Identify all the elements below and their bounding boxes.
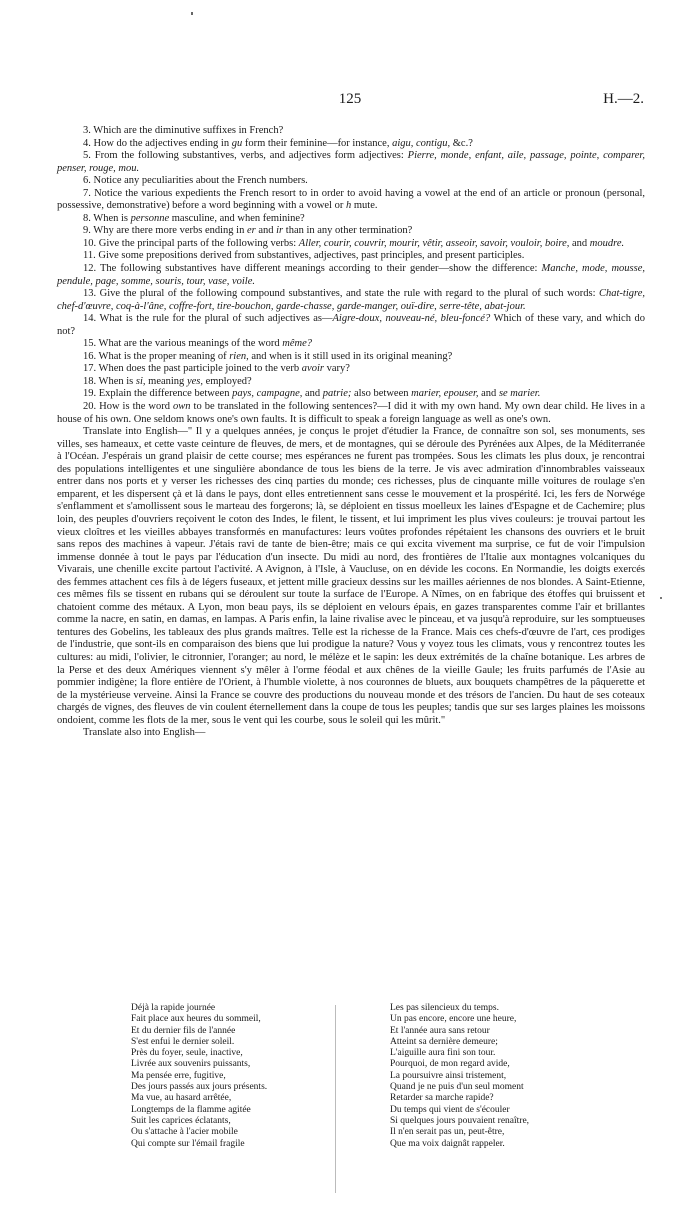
paragraph xyxy=(57,150,645,175)
text-run: meaning xyxy=(145,375,187,387)
poem-line: Fait place aux heures du sommeil, xyxy=(131,1014,261,1025)
poem-line: La poursuivre ainsi tristement, xyxy=(390,1070,507,1081)
italic-text: si, xyxy=(135,375,146,387)
text-run: form their feminine—for instance, xyxy=(242,137,393,149)
text-run: Which of these vary, and which do not? xyxy=(57,313,645,337)
print-speck xyxy=(191,12,193,15)
poem-line: Longtemps de la flamme agitée xyxy=(131,1104,251,1115)
text-run: &c.? xyxy=(450,137,473,149)
paragraph xyxy=(57,175,645,188)
text-run: mute. xyxy=(351,200,378,212)
poem-column-left xyxy=(131,1003,267,1150)
italic-text: patrie; xyxy=(322,388,352,400)
text-run: 10. Give the principal parts of the following verbs: xyxy=(83,237,299,249)
paragraph xyxy=(57,376,645,389)
poem-line: Atteint sa dernière demeure; xyxy=(390,1036,498,1047)
text-run: and when is it still used in its original meaning? xyxy=(248,350,453,362)
poem-column-right xyxy=(390,1003,529,1150)
paragraph xyxy=(57,727,645,740)
paragraph xyxy=(57,351,645,364)
poem-line: Des jours passés aux jours présents. xyxy=(131,1082,268,1093)
poem-line: Ma pensée erre, fugitive, xyxy=(131,1070,226,1081)
text-run: and xyxy=(255,225,277,237)
text-run: 12. The following substantives have different meanings according to their gender—show the difference: xyxy=(83,263,542,275)
italic-text: Chat-tigre, chef-d'œuvre, coq-à-l'âne, coffre-fort, tire-bouchon, garde-chasse, garde-manger, ouï-dire, serre-tête, abat-jour. xyxy=(57,288,645,312)
poem-line: Retarder sa marche rapide? xyxy=(390,1093,494,1104)
text-run: 11. Give some prepositions derived from substantives, adjectives, past principles, and present participles. xyxy=(83,250,525,262)
text-run: 7. Notice the various expedients the French resort to in order to avoid having a vowel at the end of an article or pronoun (personal, possessive, demonstrative) before a word beginning with a vowel or xyxy=(57,187,645,212)
paragraph xyxy=(57,388,645,401)
paragraph xyxy=(57,263,645,288)
text-run: and xyxy=(569,237,590,249)
text-run: 15. What are the various meanings of the word xyxy=(83,338,283,350)
paragraph xyxy=(57,138,645,151)
paragraph xyxy=(57,225,645,238)
text-run: Translate also into English— xyxy=(83,727,206,739)
italic-text: pays, campagne, xyxy=(232,388,303,400)
poem-line: L'aiguille aura fini son tour. xyxy=(390,1048,496,1059)
paragraph xyxy=(57,313,645,338)
text-run: and xyxy=(302,388,323,400)
poem-line: Pourquoi, de mon regard avide, xyxy=(390,1059,510,1070)
poem-line: Que ma voix daignât rappeler. xyxy=(390,1138,505,1149)
paragraph xyxy=(57,213,645,226)
poem-line: S'est enfui le dernier soleil. xyxy=(131,1036,235,1047)
italic-text: own xyxy=(173,401,191,413)
italic-text: Aigre-doux, nouveau-né, bleu-foncé? xyxy=(332,313,491,325)
paragraph xyxy=(57,238,645,251)
text-run: 13. Give the plural of the following compound substantives, and state the rule with regard to the plural of such words: xyxy=(83,288,600,300)
poem-line: Les pas silencieux du temps. xyxy=(390,1003,499,1013)
text-run: and xyxy=(478,388,499,400)
poem-line: Du temps qui vient de s'écouler xyxy=(390,1104,510,1115)
paragraph xyxy=(57,288,645,313)
italic-text: h xyxy=(345,200,352,212)
italic-text: marier, epouser, xyxy=(411,388,479,400)
italic-text: Manche, mode, mousse, pendule, page, somme, souris, tour, vase, voile. xyxy=(57,263,645,287)
italic-text: aigu, contigu, xyxy=(392,137,451,149)
text-run: than in any other termination? xyxy=(283,225,413,237)
poem-line: Et l'année aura sans retour xyxy=(390,1025,490,1036)
text-run: 4. How do the adjectives ending in xyxy=(83,137,232,149)
page-number: 125 xyxy=(338,91,362,107)
poem-line: Qui compte sur l'émail fragile xyxy=(131,1138,245,1149)
text-run: masculine, and when feminine? xyxy=(169,212,305,224)
text-run: 9. Why are there more verbs ending in xyxy=(83,225,247,237)
italic-text: Pierre, monde, enfant, aile, passage, pointe, comparer, penser, rouge, mou. xyxy=(57,150,645,174)
text-run: 19. Explain the difference between xyxy=(83,388,233,400)
text-run: 5. From the following substantives, verbs, and adjectives form adjectives: xyxy=(83,150,408,162)
poem-line: Si quelques jours pouvaient renaître, xyxy=(390,1115,530,1126)
italic-text: rien, xyxy=(229,350,249,362)
poem-line: Un pas encore, encore une heure, xyxy=(390,1014,517,1025)
italic-text: gu xyxy=(231,137,243,149)
paragraph xyxy=(57,363,645,376)
poem-line: Suit les caprices éclatants, xyxy=(131,1115,231,1126)
paragraph xyxy=(57,401,645,426)
italic-text: yes, xyxy=(186,375,203,387)
poem-line: Et du dernier fils de l'année xyxy=(131,1025,236,1036)
text-run: Translate into English—" Il y a quelques années, je conçus le projet d'étudier la France, de connaître son sol, ses monuments, ses villes, ses hameaux, et cette vaste ceinture de fleuves, de mers, et de montagnes, qui se déroule des Pyrénées aux Alpes, de la Méditerranée à l'Océan. J'espérais un grand plaisir de cette course; mes espérances ne furent pas trompées. Sous les climats les plus doux, je rencontrai des populations intelligentes et une singulière abondance de tous les biens de la terre. Je vis avec admiration d'innombrables vaisseaux entrer dans nos ports et y verser les richesses des cinq parties du monde; ces richesses, plus de cinquante mille voitures de roulage s'en emparent, et les dispersent çà et là dans le pays, dont elles entretiennent sans cesse le mouvement et la prospérité. Ici, les fers de Norwége s'enflamment et s'amollissent sous le marteau des forgerons; là, se déploient en tissus moelleux les laines d'Espagne et de Cachemire; plus loin, des peuples d'ouvriers reçoivent le coton des Indes, le filent, le tissent, et lui impriment les plus vives couleurs: je trouvai partout les vieux cloîtres et les vieilles abbayes transformés en manufactures: leurs voûtes profondes répétaient les chansons des ouvriers et le bruit sans repos des machines à vapeur. J'étais ravi de tante de bien-être; mais ce qui excita vivement ma surprise, ce fut de voir l'impulsion immense donnée à tout le pays par l'éducation d'un insecte. Du midi au nord, des frontières de l'Italie aux montagnes volcaniques du Vivarais, une chenille excite partout l'activité. A Avignon, à l'Isle, à Vaucluse, on en dévide les cocons. En Normandie, les doigts exercés des femmes attachent ces fils à de légers fuseaux, et jettent mille gracieux dessins sur les mailles aériennes de nos blondes. A Saint-Etienne, ces mêmes fils se tissent en rubans qui se déroulent sur toute la surface de l'Europe. A Nîmes, on en fabrique des étoffes qui bruissent et chatoient comme des métaux. A Lyon, mon beau pays, ils se déploient en velours épais, en gazes transparentes comme l'air et brillantes comme la nacre, en satin, en damas, en lampas. A Paris enfin, la laine rivalise avec le pinceau, et va jusqu'à reproduire, sur les somptueuses tentures des Gobelins, les tableaux des plus grands maîtres. Telle est la richesse de la France. Mais ces chefs-d'œuvre de l'art, ces prodiges de l'industrie, que sont-ils en comparaison des biens que lui prodigue la nature? Vous y voyez tous les climats, vous y rencontrez toutes les cultures: au midi, l'olivier, le citronnier, l'oranger; au nord, le mélèze et le sapin: les deux extrémités de la chaîne botanique. Les arbres de la Perse et des deux Amériques viennent s'y mêler à l'orme féodal et aux chênes de la vieille Gaule; les fruits parfumés de l'Asie au pommier indigène; la flore entière de l'Orient, à l'humble violette, à nos couronnes de bluets, aux bouquets champêtres de la pâquerette et de la mystérieuse verveine. Ainsi la France se couvre des productions du nouveau monde et des trésors de l'ancien. Du haut de ses coteaux chargés de vignes, des fleuves de vin coulent éternellement dans la coupe de tous les peuples; tandis que sur ses larges plaines les moissons ondoient, comme les flots de la mer, sous le vent qui les courbe, sous le soleil qui les mûrit." xyxy=(57,426,645,726)
paragraph xyxy=(57,426,645,727)
poem-line: Quand je ne puis d'un seul moment xyxy=(390,1082,524,1093)
text-run: 3. Which are the diminutive suffixes in French? xyxy=(83,125,284,136)
text-run: 20. How is the word xyxy=(83,401,173,413)
document-code: H.—2. xyxy=(603,91,644,107)
poem-line: Livrée aux souvenirs puissants, xyxy=(131,1059,251,1070)
italic-text: ir xyxy=(276,225,284,237)
text-run: 6. Notice any peculiarities about the French numbers. xyxy=(83,175,308,187)
text-run: 18. When is xyxy=(83,375,136,387)
poem-line: Ou s'attache à l'acier mobile xyxy=(131,1127,238,1138)
poem-line: Près du foyer, seule, inactive, xyxy=(131,1048,243,1059)
italic-text: avoir xyxy=(301,363,324,375)
paragraph xyxy=(57,125,645,138)
text-run: 17. When does the past participle joined to the verb xyxy=(83,363,302,375)
poem-line: Déjà la rapide journée xyxy=(131,1003,216,1013)
text-run: 14. What is the rule for the plural of such adjectives as— xyxy=(83,313,333,325)
italic-text: même? xyxy=(282,338,312,350)
italic-text: personne xyxy=(130,212,170,224)
italic-text: Aller, courir, couvrir, mourir, vêtir, asseoir, savoir, vouloir, boire, xyxy=(298,237,570,249)
text-run: employed? xyxy=(202,375,252,387)
text-run: also between xyxy=(351,388,412,400)
text-run: vary? xyxy=(323,363,350,375)
italic-text: se marier. xyxy=(498,388,541,400)
text-run: 8. When is xyxy=(83,212,131,224)
paragraph xyxy=(57,188,645,213)
poem-divider xyxy=(335,1005,336,1193)
poem-line: Ma vue, au hasard arrêtée, xyxy=(131,1093,232,1104)
text-run: to be translated in the following sentences?—I did it with my own hand. My own dear child. He lives in a house of his own. One seldom knows one's own faults. It is difficult to speak a foreign language as well as one's own. xyxy=(57,401,645,425)
print-speck xyxy=(660,597,662,599)
paragraph xyxy=(57,250,645,263)
italic-text: moudre. xyxy=(589,237,625,249)
poem-line: Il n'en serait pas un, peut-être, xyxy=(390,1127,505,1138)
text-run: 16. What is the proper meaning of xyxy=(83,350,230,362)
paragraph xyxy=(57,338,645,351)
exam-questions xyxy=(57,125,645,740)
italic-text: er xyxy=(246,225,256,237)
